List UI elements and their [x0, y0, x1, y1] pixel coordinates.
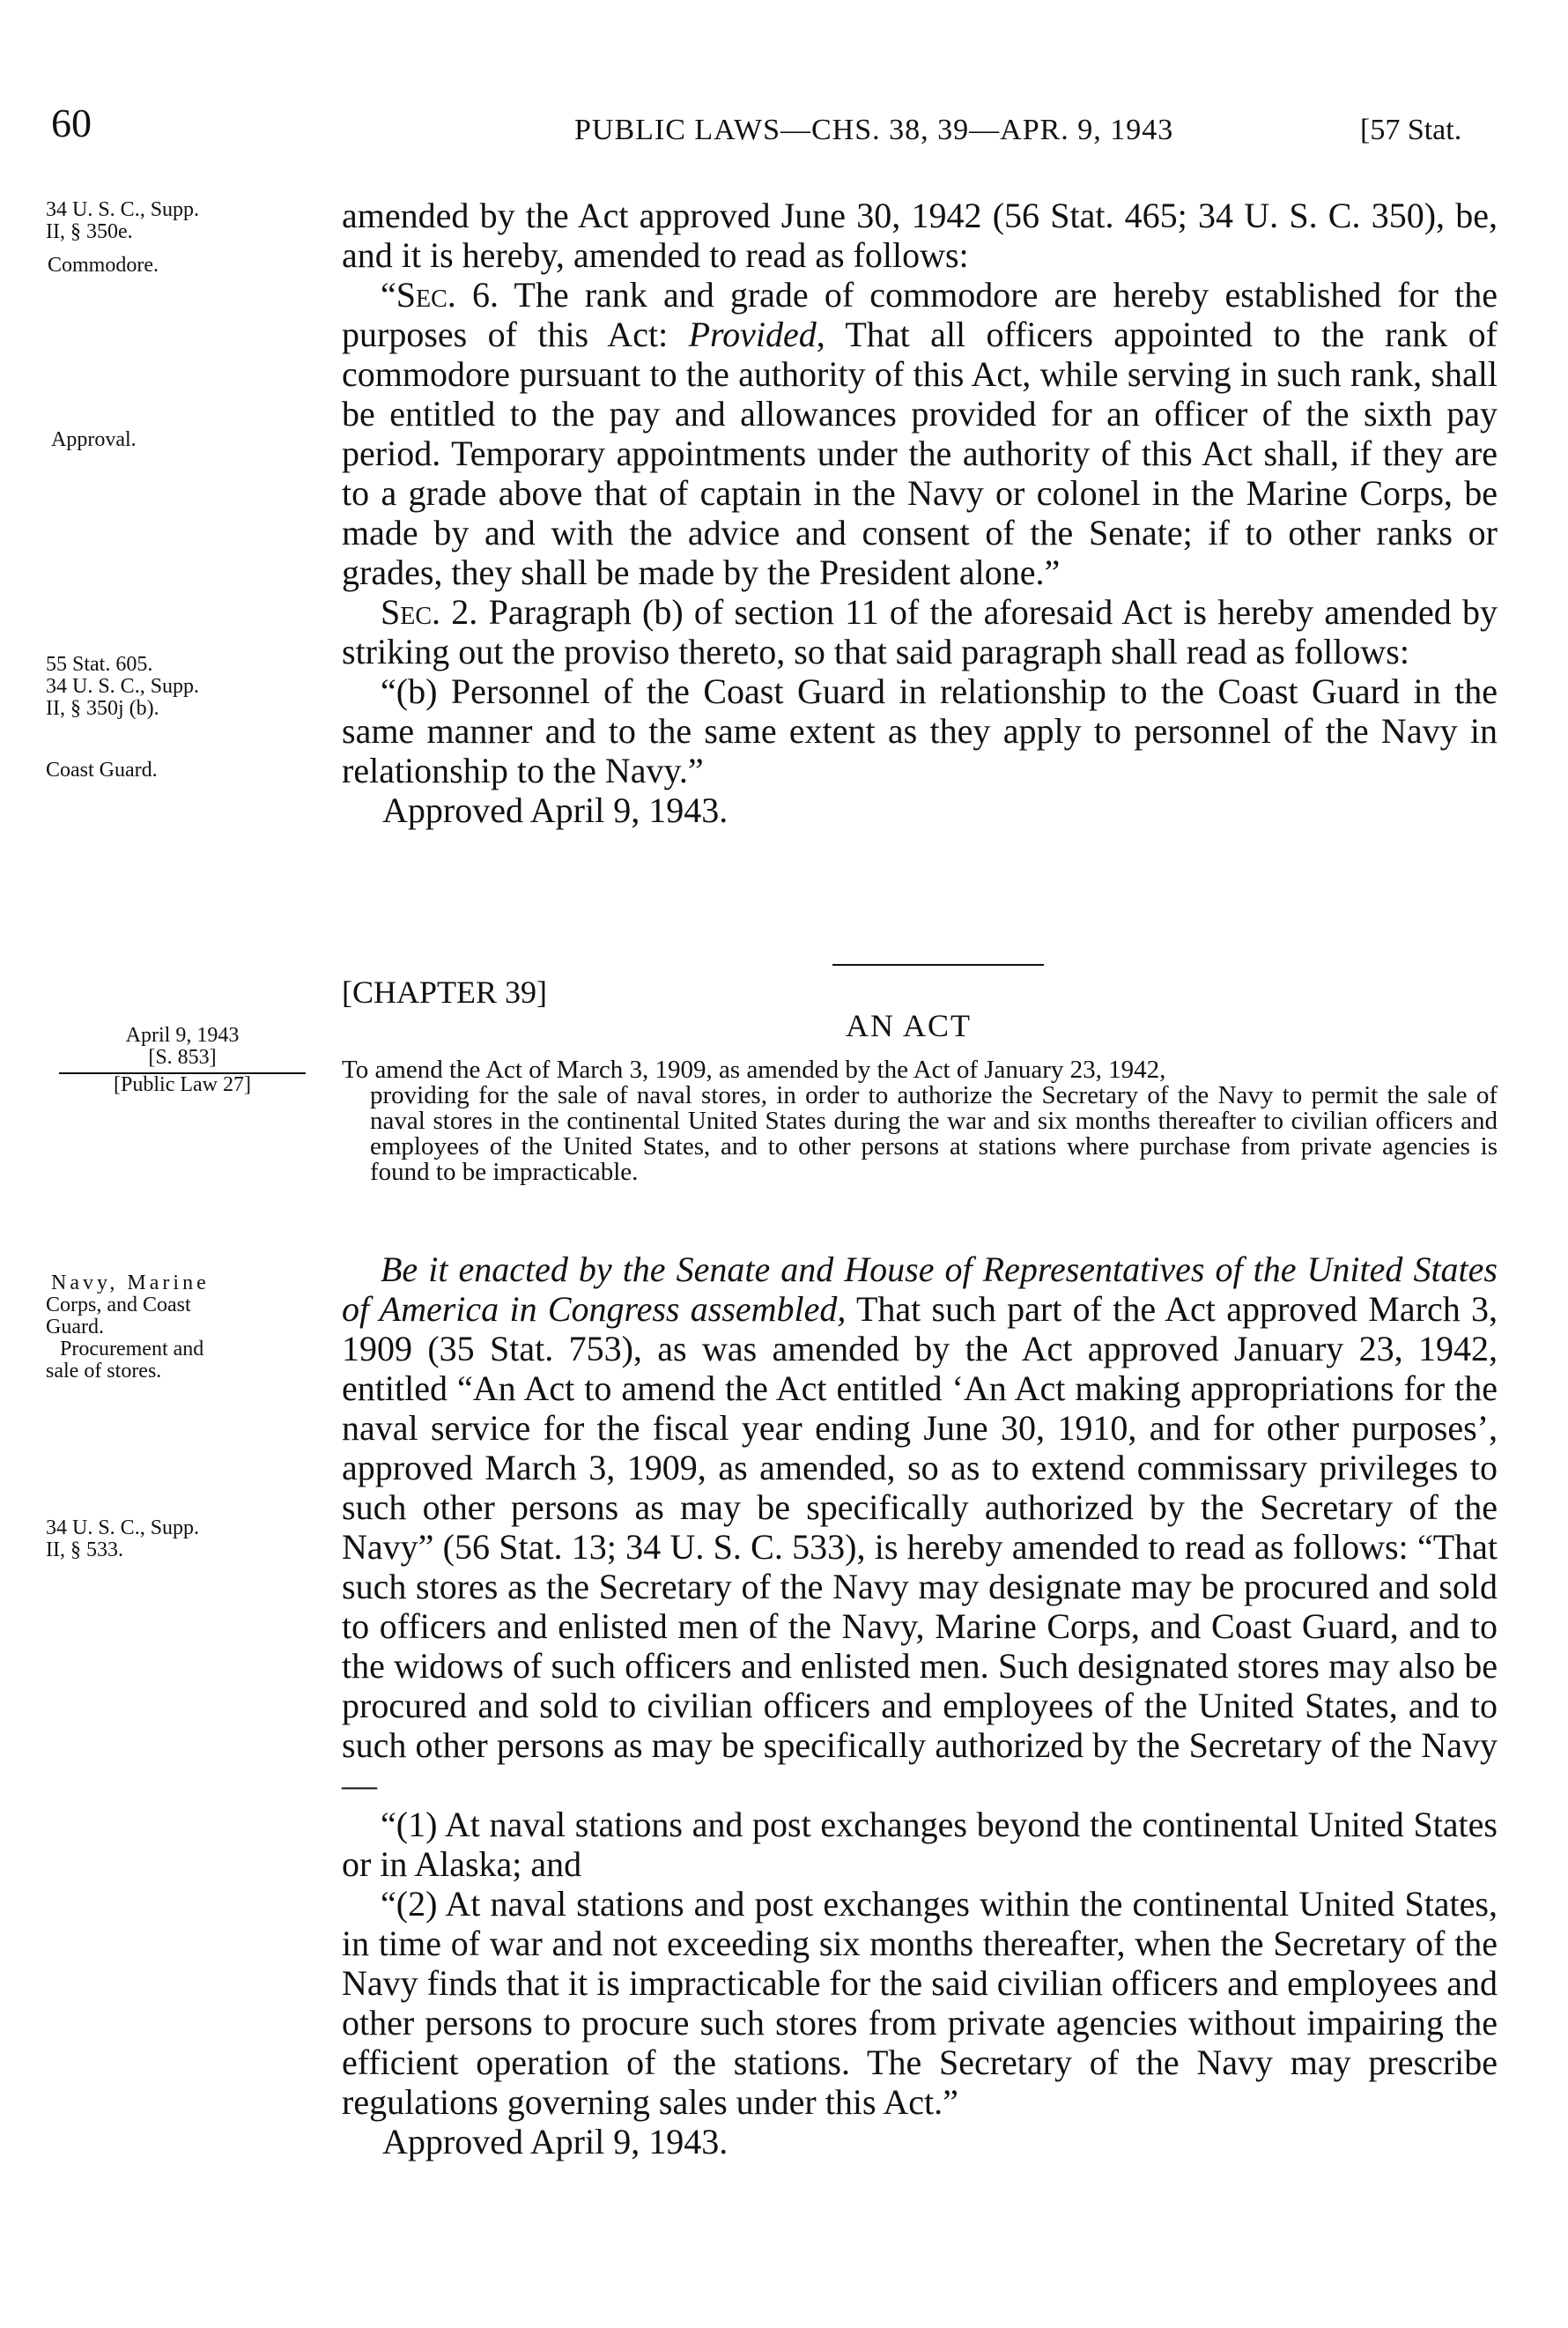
enacting-formula: Be it enacted by the Senate and House of Representatives of the United States of America in Congress assembled,	[342, 1249, 1498, 1329]
chapter-divider	[832, 964, 1044, 966]
act-title	[342, 1057, 1498, 1185]
margin-note-line: Corps, and Coast	[46, 1294, 191, 1316]
margin-note-approval	[46, 429, 319, 451]
item-1: “(1) At naval stations and post exchanges beyond the continental United States or in Alaska; and	[342, 1805, 1498, 1884]
statute-reference: [57 Stat.	[1360, 114, 1462, 146]
paragraph-sec-6: “Sec. 6. The rank and grade of commodore are hereby established for the purposes of this Act: Provided, That all officers appointed to the rank of commodore pursuant to the authority of this Act, while serving in such rank, shall be entitled to the pay and allowances provided for an officer of the sixth pay period. Temporary appointments under the authority of this Act shall, if they are to a grade above that of captain in the Navy or colonel in the Marine Corps, be made by and with the advice and consent of the Senate; if to other ranks or grades, they shall be made by the President alone.”	[342, 275, 1498, 592]
chapter-39-text	[342, 1249, 1498, 2161]
page-number: 60	[51, 100, 92, 145]
enacting-clause	[342, 1249, 1498, 1805]
section-label: Sec. 2.	[381, 592, 478, 632]
margin-note-navy-stores	[46, 1272, 319, 1383]
text-run: That such part of the Act approved March 3, 1909 (35 Stat. 753), as was amended by the Act approved January 23, 1942, entitled “An Act to amend the Act entitled ‘An Act making appropriations for the naval service for the fiscal year ending June 30, 1910, and for other purposes’, approved March 3, 1909, as amended, so as to extend commissary privileges to such other persons as may be specifically authorized by the Secretary of the Navy” (56 Stat. 13; 34 U. S. C. 533), is hereby amended to read as follows: “That such stores as the Secretary of the Navy may designate may be procured and sold to officers and enlisted men of the Navy, Marine Corps, and Coast Guard, and to the widows of such officers and enlisted men. Such designated stores may also be procured and sold to civilian officers and employees of the United States, and to such other persons as may be specifically authorized by the Secretary of the Navy—	[342, 1289, 1498, 1805]
margin-note-line: Navy, Marine	[51, 1272, 210, 1294]
margin-note-line: Commodore.	[48, 254, 159, 277]
margin-note-line: II, § 350e.	[46, 220, 133, 243]
proviso-label: Provided	[688, 315, 817, 354]
margin-note-line: II, § 350j (b).	[46, 697, 159, 720]
text-run: Paragraph (b) of section 11 of the aforesaid Act is hereby amended by striking out the proviso thereto, so that said paragraph shall read as follows:	[342, 592, 1498, 671]
margin-note-line: 34 U. S. C., Supp.	[46, 198, 200, 221]
item-2: “(2) At naval stations and post exchanges within the continental United States, in time of war and not exceeding six months thereafter, when the Secretary of the Navy finds that it is impracticable for the said civilian officers and employees and other persons to procure such stores from private agencies without impairing the efficient operation of the stations. The Secretary of the Navy may prescribe regulations governing sales under this Act.”	[342, 1884, 1498, 2122]
approval-date: April 9, 1943	[125, 1024, 240, 1047]
margin-note-line: II, § 533.	[46, 1538, 123, 1561]
title-first-line: To amend the Act of March 3, 1909, as amended by the Act of January 23, 1942,	[342, 1056, 1166, 1084]
approval-line: Approved April 9, 1943.	[382, 2122, 729, 2161]
margin-note-line: Procurement and	[60, 1338, 204, 1360]
margin-note-line: 55 Stat. 605.	[46, 653, 153, 676]
margin-note-code-350j	[46, 654, 319, 720]
margin-note-line: 34 U. S. C., Supp.	[46, 675, 200, 698]
paragraph-sec-2	[342, 592, 1498, 671]
margin-note-line: 34 U. S. C., Supp.	[46, 1516, 200, 1539]
margin-note-line: Approval.	[51, 428, 137, 451]
section-label: Sec. 6.	[396, 275, 499, 315]
text-run: The rank and grade of commodore are hereby established for the purposes of this Act:	[342, 275, 1498, 354]
margin-note-line: Guard.	[46, 1316, 104, 1338]
margin-note-commodore	[46, 255, 319, 277]
margin-note-bill-date	[46, 1025, 319, 1096]
public-law-number: [Public Law 27]	[114, 1073, 251, 1096]
approval-line: Approved April 9, 1943.	[382, 790, 729, 830]
margin-note-coast-guard	[46, 760, 319, 782]
running-title: PUBLIC LAWS—CHS. 38, 39—APR. 9, 1943	[574, 114, 1174, 146]
title-continuation: providing for the sale of naval stores, in order to authorize the Secretary of the Navy to permit the sale of naval stores in the continental United States during the war and six months thereafter to civilian officers and employees of the United States, and to other persons at stations where purchase from private agencies is found to be impracticable.	[370, 1081, 1498, 1186]
text-run: , That all officers appointed to the rank of commodore pursuant to the authority of this Act, while serving in such rank, shall be entitled to the pay and allowances provided for an officer of the sixth pay period. Temporary appointments under the authority of this Act shall, if they are to a grade above that of captain in the Navy or colonel in the Marine Corps, be made by and with the advice and consent of the Senate; if to other ranks or grades, they shall be made by the President alone.”	[342, 315, 1498, 592]
margin-note-code-533	[46, 1517, 319, 1561]
margin-note-line: sale of stores.	[46, 1360, 162, 1383]
act-heading: AN ACT	[846, 1008, 973, 1043]
chapter-38-text	[342, 196, 1498, 830]
margin-note-line: Coast Guard.	[46, 759, 158, 782]
paragraph: amended by the Act approved June 30, 1942 (56 Stat. 465; 34 U. S. C. 350), be, and it is hereby, amended to read as follows:	[342, 196, 1498, 275]
chapter-heading: [CHAPTER 39]	[342, 975, 547, 1010]
margin-note-code-350e	[46, 199, 319, 243]
paragraph-b: “(b) Personnel of the Coast Guard in relationship to the Coast Guard in the same manner and to the same extent as they apply to personnel of the Navy in relationship to the Navy.”	[342, 671, 1498, 790]
bill-number: [S. 853]	[148, 1046, 217, 1069]
